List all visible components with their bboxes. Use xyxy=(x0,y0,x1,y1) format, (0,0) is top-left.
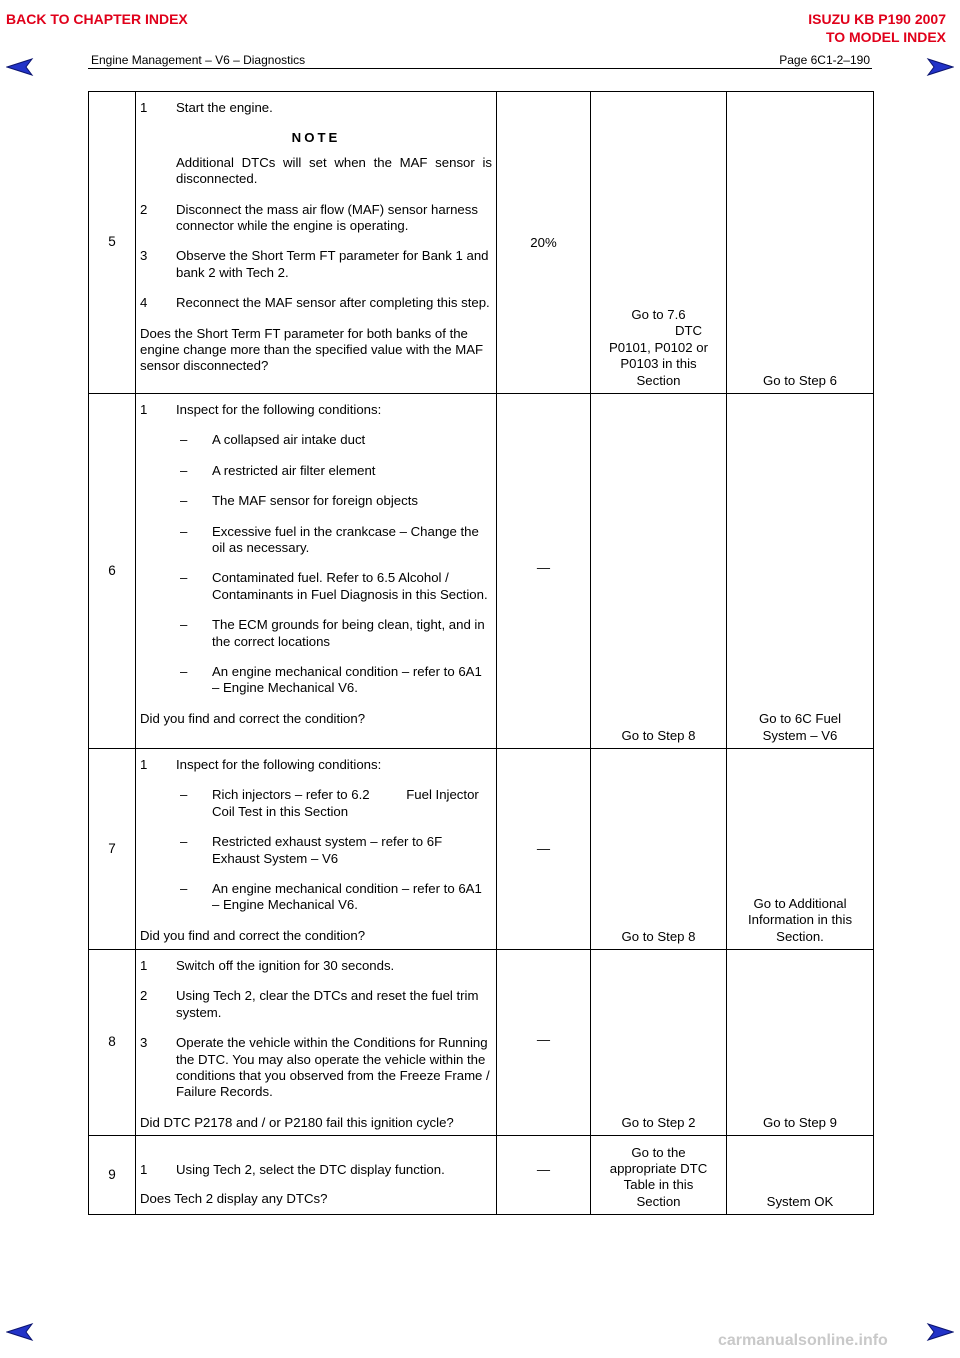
sub-item: – Restricted exhaust system – refer to 6F Exhaust System – V6 xyxy=(180,834,443,866)
next-page-arrow-icon[interactable] xyxy=(924,58,954,76)
question-text: Did you find and correct the condition? xyxy=(140,710,366,726)
to-model-index-link[interactable]: TO MODEL INDEX xyxy=(825,29,946,45)
no-action-text: Go to Step 6 xyxy=(762,372,838,388)
list-item: 2 Disconnect the mass air flow (MAF) sensor harness connector while the engine is operating. xyxy=(140,201,478,234)
sub-item: – Rich injectors – refer to 6.2 Fuel Injector Coil Test in this Section xyxy=(180,787,483,819)
no-action-text: System OK xyxy=(766,1193,834,1209)
yes-action-text: Go to Step 8 xyxy=(621,928,696,944)
table-row-step-7 xyxy=(89,749,874,950)
next-page-arrow-bottom-icon[interactable] xyxy=(924,1323,954,1341)
value-cell xyxy=(497,950,591,1136)
yes-cell xyxy=(591,950,727,1136)
list-item: 1 Inspect for the following conditions: xyxy=(140,402,382,417)
no-cell xyxy=(727,1136,874,1215)
section-title: Engine Management – V6 – Diagnostics xyxy=(91,53,306,67)
table-row-step-5 xyxy=(89,92,874,394)
diagnostic-table xyxy=(88,91,874,1215)
value-cell xyxy=(497,1136,591,1215)
table-row-step-6 xyxy=(89,394,874,749)
list-item: 3 Operate the vehicle within the Conditions for Running the DTC. You may also operate the vehicle within the conditions that you observed from the Freeze Frame / Failure Records. xyxy=(140,1035,490,1100)
table-row-step-9 xyxy=(89,1136,874,1215)
back-to-chapter-index-link[interactable]: BACK TO CHAPTER INDEX xyxy=(6,11,188,27)
value-cell xyxy=(497,394,591,749)
sub-item: – The MAF sensor for foreign objects xyxy=(180,493,418,509)
value-cell xyxy=(497,92,591,394)
sub-item: – An engine mechanical condition – refer to 6A1 – Engine Mechanical V6. xyxy=(180,881,482,913)
list-item: 3 Observe the Short Term FT parameter for Bank 1 and bank 2 with Tech 2. xyxy=(140,248,489,280)
no-cell xyxy=(727,749,874,950)
sub-item: – A restricted air filter element xyxy=(180,462,376,478)
table-row-step-8 xyxy=(89,950,874,1136)
page-number: Page 6C1-2–190 xyxy=(779,53,870,67)
list-item: 1 Start the engine. xyxy=(140,100,273,115)
list-item: 2 Using Tech 2, clear the DTCs and reset the fuel trim system. xyxy=(140,988,479,1020)
no-action-text: Go to Step 9 xyxy=(762,1114,838,1130)
value-text: — xyxy=(536,1162,551,1178)
list-item: 4 Reconnect the MAF sensor after completing this step. xyxy=(140,295,490,311)
step-number: 9 xyxy=(89,1136,136,1215)
yes-cell xyxy=(591,1136,727,1215)
step-number: 7 xyxy=(89,749,136,950)
note-title: NOTE xyxy=(291,130,341,146)
yes-cell xyxy=(591,92,727,394)
no-action-text: Go to Additional Information in this Section. xyxy=(747,895,853,944)
list-item: 1 Inspect for the following conditions: xyxy=(140,757,382,772)
sub-item: – Contaminated fuel. Refer to 6.5 Alcohol / Contaminants in Fuel Diagnosis in this Section. xyxy=(180,570,488,602)
note-text: Additional DTCs will set when the MAF sensor is disconnected. xyxy=(176,154,492,187)
action-cell xyxy=(136,92,497,394)
yes-action-text: Go to the appropriate DTC Table in this Section xyxy=(609,1144,708,1209)
previous-page-arrow-bottom-icon[interactable] xyxy=(6,1323,36,1341)
watermark: carmanualsonline.info xyxy=(718,1332,888,1349)
action-cell xyxy=(136,749,497,950)
value-text: 20% xyxy=(530,235,557,250)
value-text: — xyxy=(536,560,551,575)
action-cell xyxy=(136,394,497,749)
action-cell xyxy=(136,1136,497,1215)
action-cell xyxy=(136,950,497,1136)
no-cell xyxy=(727,394,874,749)
list-item: 1 Switch off the ignition for 30 seconds. xyxy=(140,958,395,973)
question-text: Did DTC P2178 and / or P2180 fail this ignition cycle? xyxy=(140,1114,454,1130)
yes-action-text: Go to Step 8 xyxy=(621,727,696,743)
value-text: — xyxy=(536,841,551,856)
question-text: Did you find and correct the condition? xyxy=(140,927,366,943)
no-cell xyxy=(727,92,874,394)
yes-cell xyxy=(591,394,727,749)
no-cell xyxy=(727,950,874,1136)
previous-page-arrow-icon[interactable] xyxy=(6,58,36,76)
question-text: Does Tech 2 display any DTCs? xyxy=(140,1190,328,1206)
yes-cell xyxy=(591,749,727,950)
question-text: Does the Short Term FT parameter for both banks of the engine change more than the specified value with the MAF sensor disconnected? xyxy=(140,325,484,374)
no-action-text: Go to 6C Fuel System – V6 xyxy=(758,711,842,743)
yes-action-text: Go to Step 2 xyxy=(621,1114,696,1130)
value-cell xyxy=(497,749,591,950)
step-number: 5 xyxy=(89,92,136,394)
sub-item: – Excessive fuel in the crankcase – Change the oil as necessary. xyxy=(180,523,479,556)
sub-item: – The ECM grounds for being clean, tight, and in the correct locations xyxy=(180,617,485,649)
step-number: 6 xyxy=(89,394,136,749)
step-number: 8 xyxy=(89,950,136,1136)
sub-item: – An engine mechanical condition – refer to 6A1 – Engine Mechanical V6. xyxy=(180,664,482,696)
header-rule xyxy=(88,68,872,69)
value-text: — xyxy=(536,1032,551,1047)
list-item: 1 Using Tech 2, select the DTC display function. xyxy=(140,1162,445,1178)
yes-action-text: Go to 7.6 DTC P0101, P0102 or P0103 in this Section xyxy=(609,306,708,388)
sub-item: – A collapsed air intake duct xyxy=(180,432,366,448)
model-title: ISUZU KB P190 2007 xyxy=(808,11,946,27)
